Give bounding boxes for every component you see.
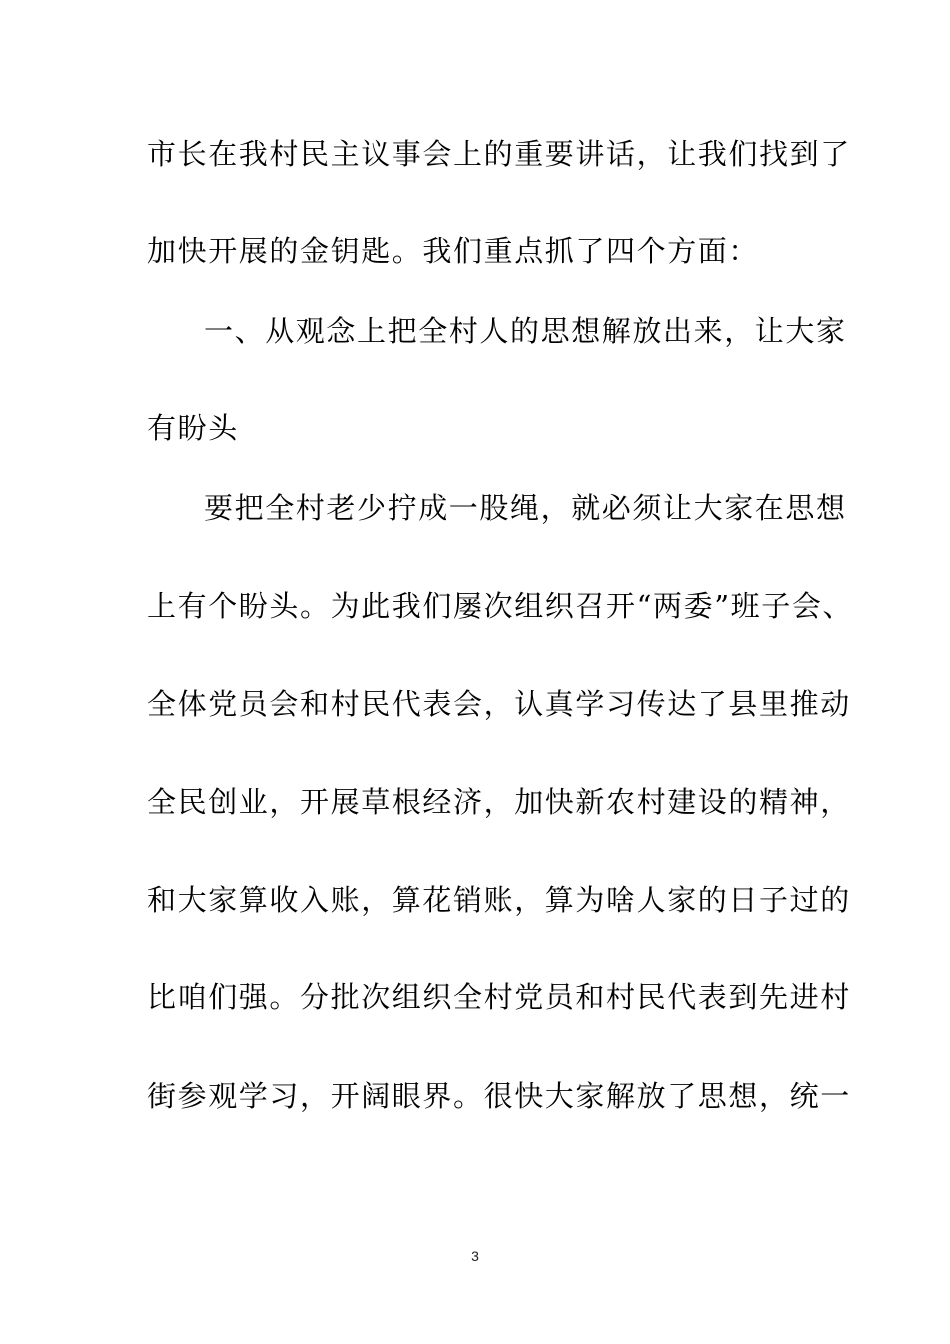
body-text-line: 全体党员会和村民代表会，认真学习传达了县里推动 <box>147 687 851 721</box>
body-text-line: 和大家算收入账，算花销账，算为啥人家的日子过的 <box>147 883 851 917</box>
body-text-line: 全民创业，开展草根经济，加快新农村建设的精神， <box>147 785 851 819</box>
body-text-line: 上有个盼头。为此我们屡次组织召开“两委”班子会、 <box>147 589 854 623</box>
body-text-line: 市长在我村民主议事会上的重要讲话，让我们找到了 <box>147 137 851 171</box>
section-heading-line: 一、从观念上把全村人的思想解放出来，让大家 <box>204 314 847 348</box>
body-text-line: 比咱们强。分批次组织全村党员和村民代表到先进村 <box>147 980 851 1014</box>
body-text-line: 要把全村老少拧成一股绳，就必须让大家在思想 <box>204 491 847 525</box>
page-number: 3 <box>471 1248 479 1264</box>
body-text-line: 街参观学习，开阔眼界。很快大家解放了思想，统一 <box>147 1079 851 1113</box>
body-text-line: 加快开展的金钥匙。我们重点抓了四个方面： <box>147 234 760 268</box>
section-heading-line: 有盼头 <box>147 411 239 445</box>
